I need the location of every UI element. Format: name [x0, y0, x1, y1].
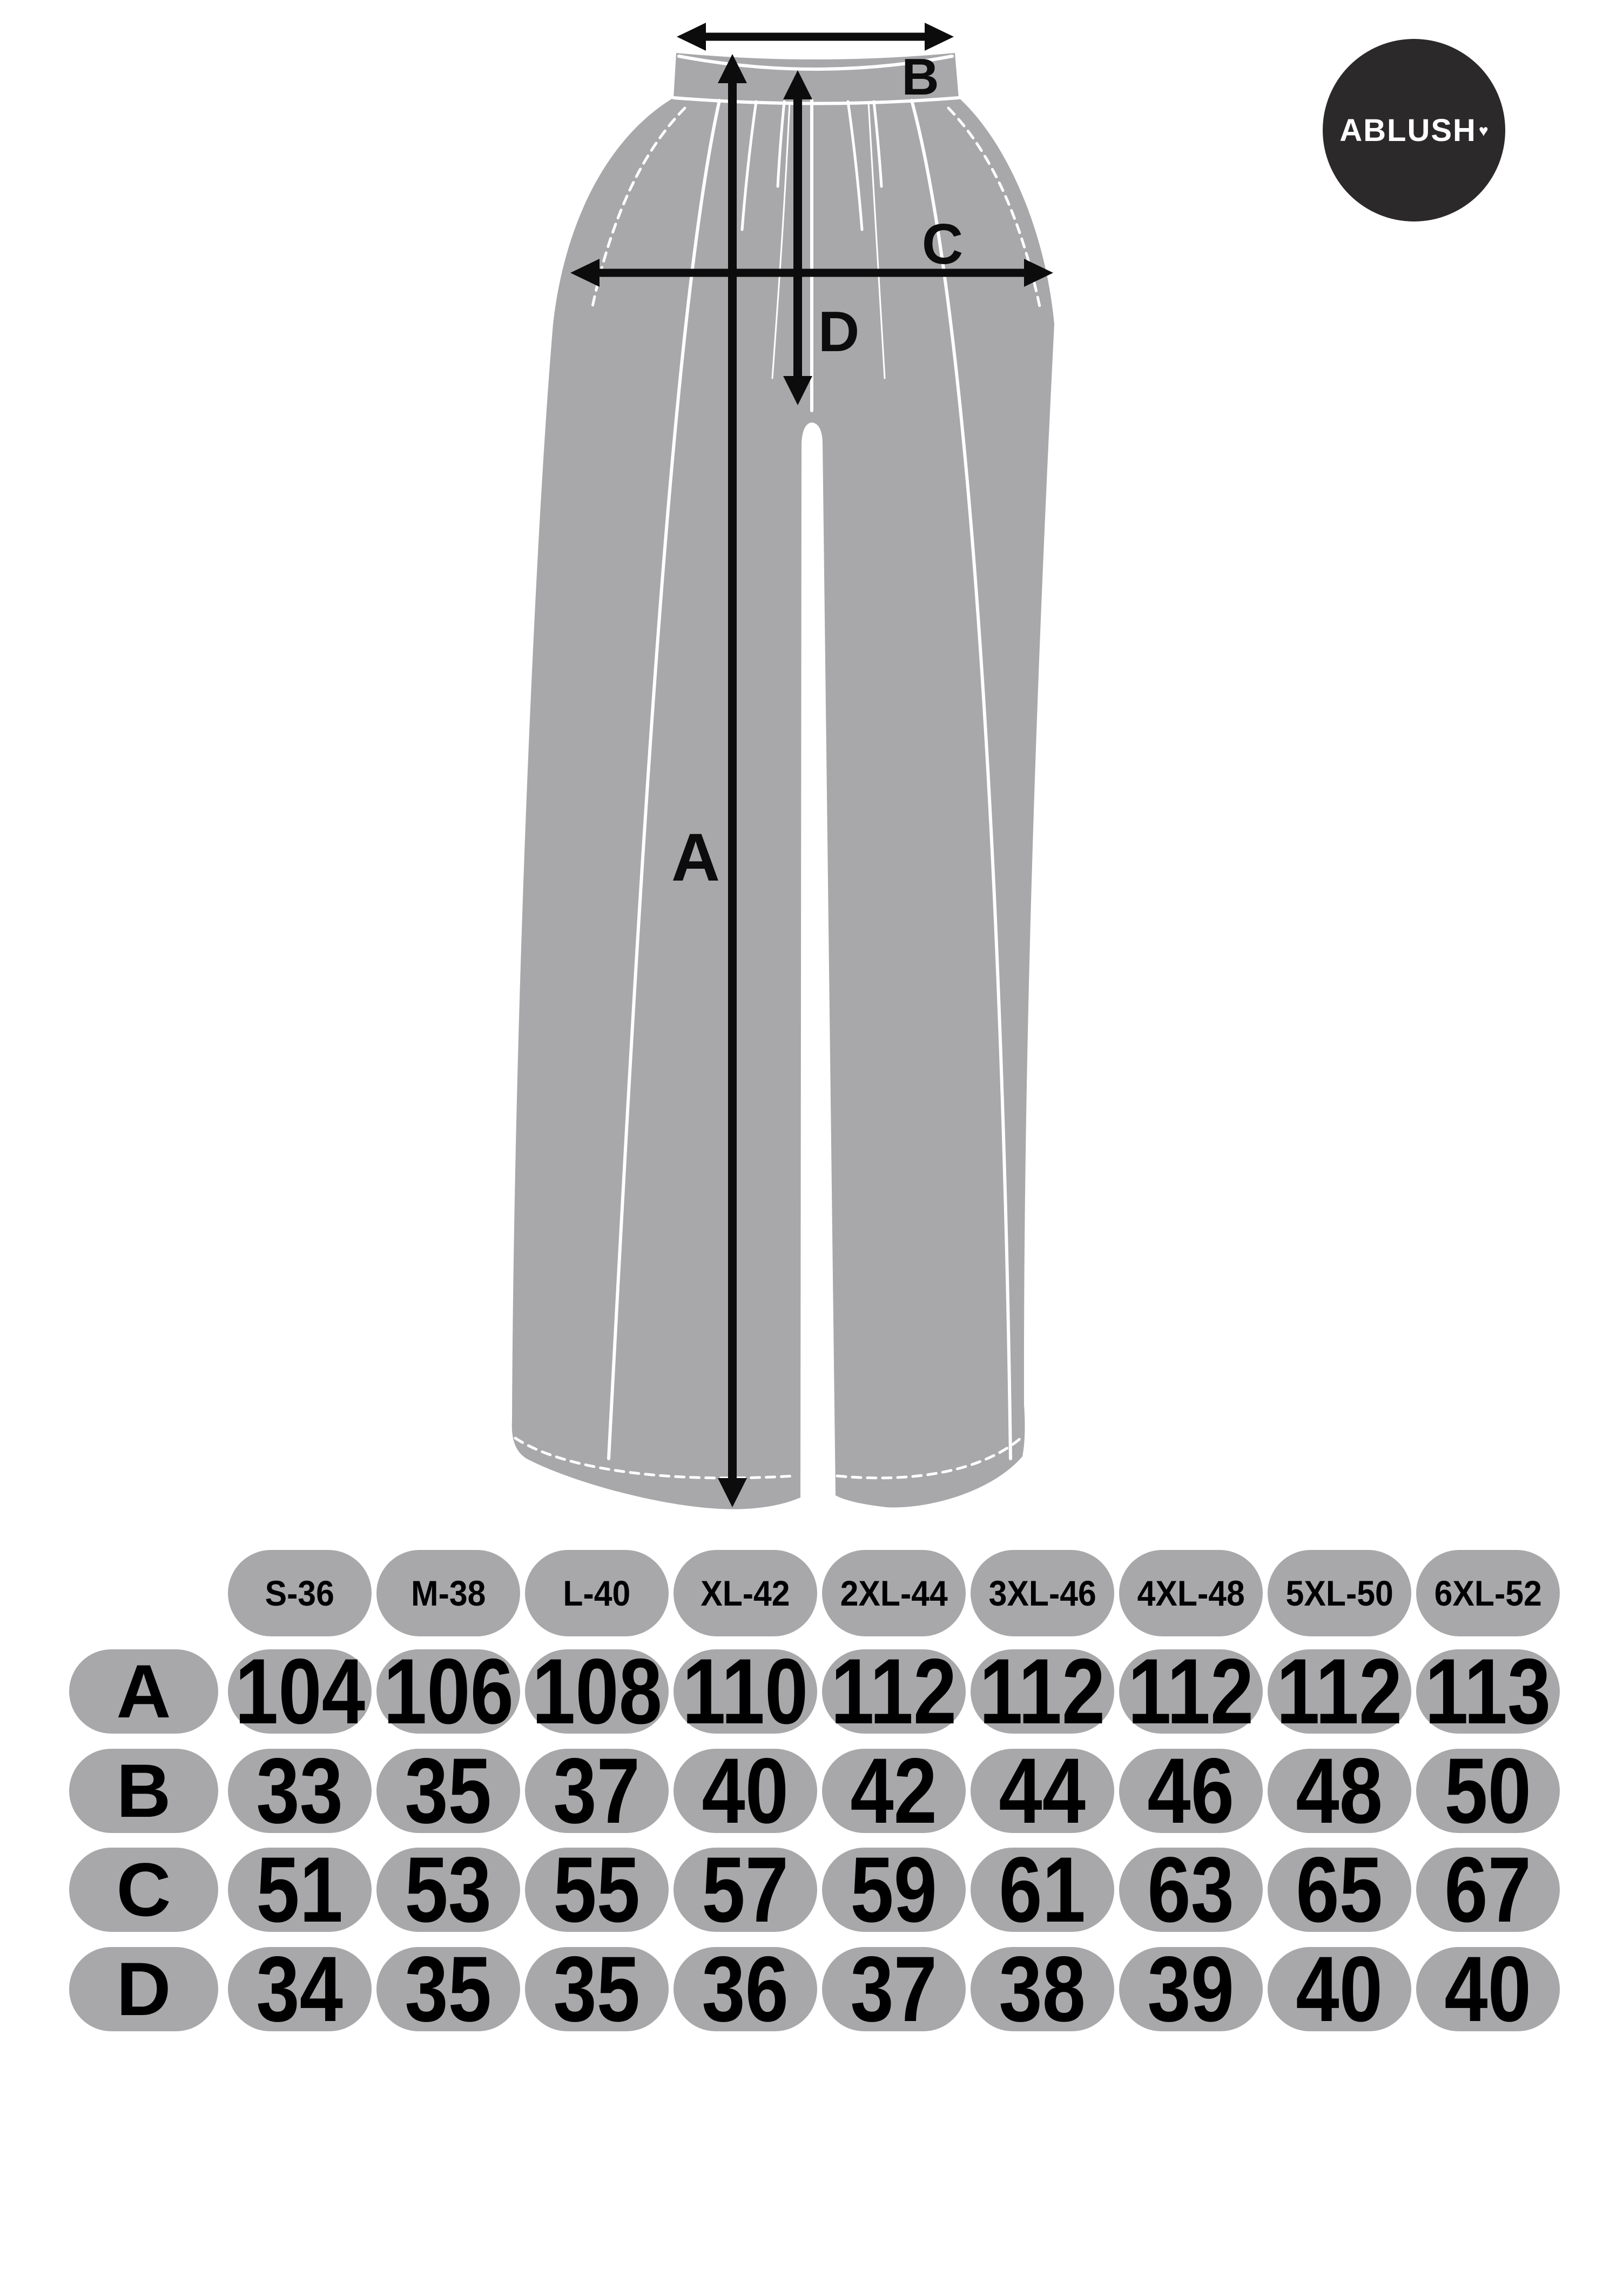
size-header-pill — [376, 1550, 520, 1636]
size-value-cell — [971, 1739, 1114, 1843]
brand-name: ABLUSH — [1339, 112, 1477, 148]
size-value-cell — [228, 1739, 372, 1843]
size-value-cell — [1416, 1838, 1560, 1942]
size-header-label: 6XL-52 — [1434, 1573, 1542, 1613]
size-value: 46 — [1147, 1739, 1235, 1843]
size-value-cell — [1268, 1640, 1411, 1743]
size-value-cell — [674, 1739, 817, 1843]
size-value-cell — [674, 1640, 817, 1743]
size-value: 59 — [850, 1838, 938, 1942]
size-value-cell — [525, 1838, 669, 1942]
row-label-pill — [69, 1947, 218, 2031]
size-value-cell — [525, 1739, 669, 1843]
size-value: 106 — [383, 1640, 514, 1743]
size-value: 53 — [405, 1838, 492, 1942]
row-label: B — [116, 1748, 171, 1833]
size-value: 44 — [999, 1739, 1086, 1843]
row-label-pill — [69, 1649, 218, 1734]
size-value-cell — [1268, 1739, 1411, 1843]
size-value-cell — [822, 1937, 966, 2041]
size-value: 38 — [999, 1937, 1086, 2041]
size-value: 39 — [1147, 1937, 1235, 2041]
row-label-pill — [69, 1749, 218, 1833]
size-value: 61 — [999, 1838, 1086, 1942]
size-value: 113 — [1425, 1640, 1551, 1743]
size-value-cell — [822, 1838, 966, 1942]
size-value-cell — [674, 1838, 817, 1942]
size-value-cell — [376, 1838, 520, 1942]
size-value: 42 — [850, 1739, 938, 1843]
size-value: 48 — [1296, 1739, 1383, 1843]
size-value-cell — [1416, 1937, 1560, 2041]
size-header-label: 5XL-50 — [1285, 1573, 1393, 1613]
size-value-cell — [822, 1640, 966, 1743]
size-value-cell — [1119, 1838, 1263, 1942]
size-value-cell — [376, 1937, 520, 2041]
size-value-cell — [971, 1640, 1114, 1743]
size-header-pill — [1268, 1550, 1411, 1636]
size-value-cell — [1416, 1739, 1560, 1843]
size-value-cell — [971, 1937, 1114, 2041]
size-header-label: 2XL-44 — [840, 1573, 948, 1613]
size-value-cell — [971, 1838, 1114, 1942]
size-value: 67 — [1444, 1838, 1532, 1942]
size-value: 112 — [979, 1640, 1106, 1743]
size-value: 33 — [256, 1739, 344, 1843]
size-value: 36 — [702, 1937, 789, 2041]
size-value-cell — [1119, 1640, 1263, 1743]
row-label: D — [116, 1946, 171, 2031]
size-value-cell — [1119, 1937, 1263, 2041]
size-value-cell — [1268, 1937, 1411, 2041]
row-label-pill — [69, 1848, 218, 1932]
size-header-label: M-38 — [410, 1573, 486, 1613]
size-header-label: 4XL-48 — [1137, 1573, 1245, 1613]
size-value: 110 — [682, 1640, 809, 1743]
row-label: A — [116, 1649, 171, 1734]
size-value-cell — [228, 1640, 372, 1743]
diagram-label-a: A — [671, 820, 720, 895]
size-header-pill — [674, 1550, 817, 1636]
size-header-pill — [228, 1550, 372, 1636]
size-value-cell — [1268, 1838, 1411, 1942]
size-value: 34 — [256, 1937, 344, 2041]
size-value: 40 — [702, 1739, 789, 1843]
size-value: 104 — [234, 1640, 365, 1743]
size-value: 112 — [1276, 1640, 1403, 1743]
diagram-label-d: D — [818, 300, 860, 364]
size-value: 108 — [531, 1640, 662, 1743]
size-header-label: S-36 — [265, 1573, 335, 1613]
size-value: 35 — [553, 1937, 641, 2041]
size-value: 112 — [831, 1640, 957, 1743]
size-value-cell — [525, 1640, 669, 1743]
size-header-pill — [1119, 1550, 1263, 1636]
size-header-label: 3XL-46 — [988, 1573, 1096, 1613]
size-value: 55 — [553, 1838, 641, 1942]
size-value-cell — [525, 1937, 669, 2041]
row-label: C — [116, 1847, 171, 1932]
diagram-label-c: C — [921, 212, 964, 276]
size-value: 112 — [1128, 1640, 1254, 1743]
size-header-pill — [971, 1550, 1114, 1636]
size-value: 35 — [405, 1937, 492, 2041]
size-value: 40 — [1444, 1937, 1532, 2041]
measure-arrow-b — [677, 23, 954, 51]
size-value-cell — [228, 1838, 372, 1942]
size-value: 50 — [1444, 1739, 1532, 1843]
size-header-pill — [525, 1550, 669, 1636]
size-value-cell — [822, 1739, 966, 1843]
size-value: 35 — [405, 1739, 492, 1843]
size-value: 37 — [553, 1739, 641, 1843]
size-header-label: L-40 — [563, 1573, 631, 1613]
size-header-label: XL-42 — [701, 1573, 790, 1613]
size-value-cell — [1119, 1739, 1263, 1843]
size-value-cell — [376, 1739, 520, 1843]
heart-icon: ♥ — [1478, 122, 1489, 140]
size-value-cell — [1416, 1640, 1560, 1743]
size-value-cell — [674, 1937, 817, 2041]
size-header-pill — [822, 1550, 966, 1636]
size-value-cell — [228, 1937, 372, 2041]
brand-logo — [1323, 39, 1505, 221]
size-header-pill — [1416, 1550, 1560, 1636]
size-value: 65 — [1296, 1838, 1383, 1942]
size-value-cell — [376, 1640, 520, 1743]
size-value: 57 — [702, 1838, 789, 1942]
diagram-label-b: B — [901, 48, 939, 106]
size-value: 51 — [256, 1838, 344, 1942]
size-value: 63 — [1147, 1838, 1235, 1942]
size-value: 37 — [850, 1937, 938, 2041]
size-value: 40 — [1296, 1937, 1383, 2041]
